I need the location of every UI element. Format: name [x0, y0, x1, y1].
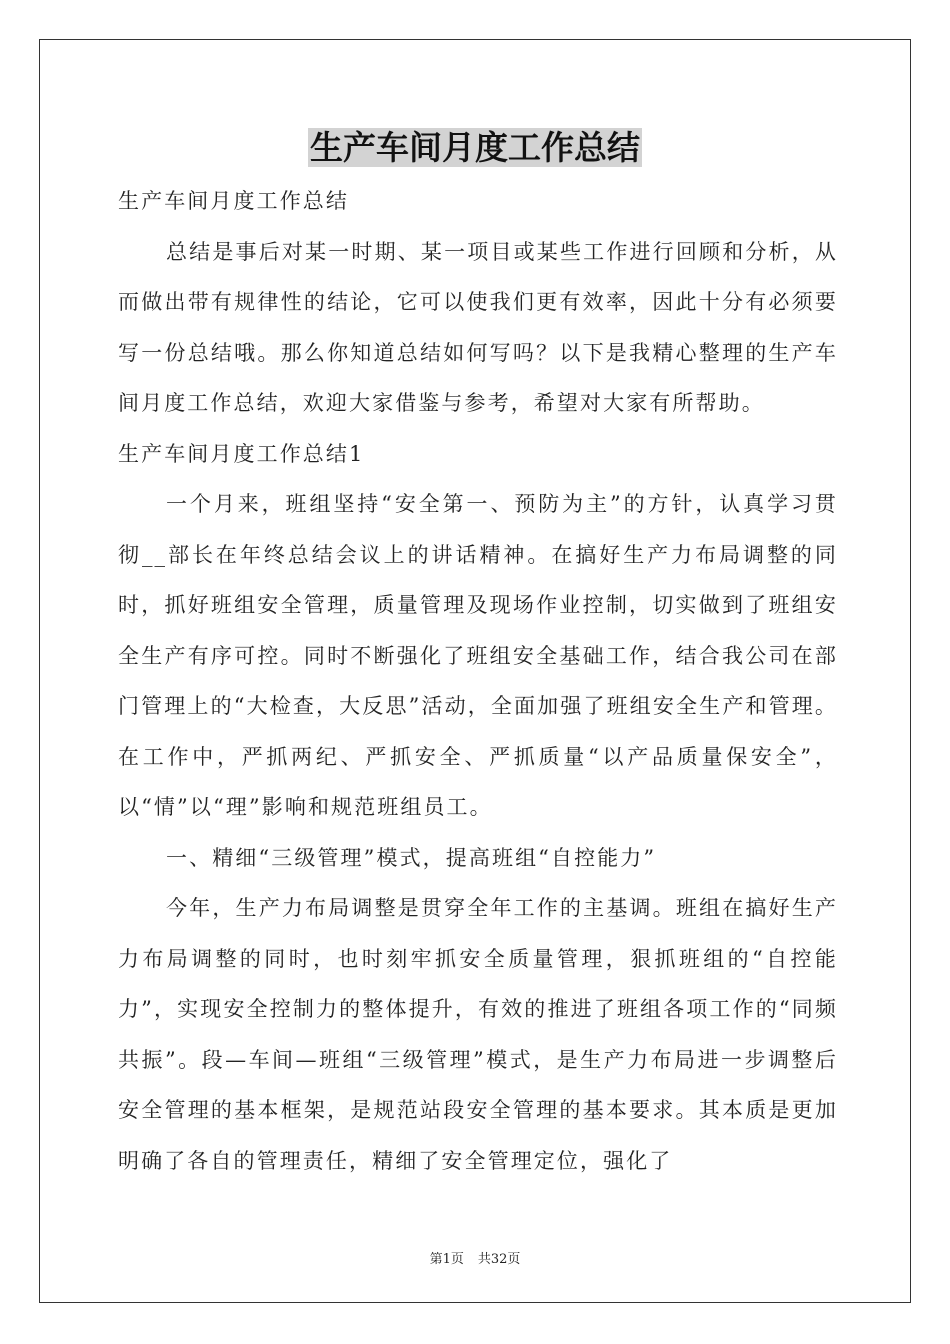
page-total: 共32页	[477, 1252, 521, 1267]
paragraph-intro: 总结是事后对某一时期、某一项目或某些工作进行回顾和分析，从而做出带有规律性的结论，它可以使我们更有效率，因此十分有必须要写一份总结哦。那么你知道总结如何写吗？以下是我精心整理的生产车间月度工作总结，欢迎大家借鉴与参考，希望对大家有所帮助。	[118, 239, 838, 415]
paragraph-section-heading: 生产车间月度工作总结1	[118, 441, 365, 466]
document-title	[0, 124, 950, 172]
page-footer	[0, 1248, 950, 1267]
paragraph-body: 今年，生产力布局调整是贯穿全年工作的主基调。班组在搞好生产力布局调整的同时，也时刻牢抓安全质量管理，狠抓班组的“自控能力”，实现安全控制力的整体提升，有效的推进了班组各项工作的“同频共振”。段—车间—班组“三级管理”模式，是生产力布局进一步调整后安全管理的基本框架，是规范站段安全管理的基本要求。其本质是更加明确了各自的管理责任，精细了安全管理定位，强化了	[118, 896, 838, 1173]
paragraph-subheading: 一、精细“三级管理”模式，提高班组“自控能力”	[166, 845, 657, 870]
document-body	[118, 176, 838, 1186]
title-text: 生产车间月度工作总结	[310, 128, 640, 167]
paragraph-body: 一个月来，班组坚持“安全第一、预防为主”的方针，认真学习贯彻__部长在年终总结会议上的讲话精神。在搞好生产力布局调整的同时，抓好班组安全管理，质量管理及现场作业控制，切实做到了班组安全生产有序可控。同时不断强化了班组安全基础工作，结合我公司在部门管理上的“大检查，大反思”活动，全面加强了班组安全生产和管理。在工作中，严抓两纪、严抓安全、严抓质量“以产品质量保安全”，以“情”以“理”影响和规范班组员工。	[118, 492, 838, 819]
page-number: 第1页	[429, 1252, 464, 1267]
paragraph-subtitle: 生产车间月度工作总结	[118, 189, 349, 213]
